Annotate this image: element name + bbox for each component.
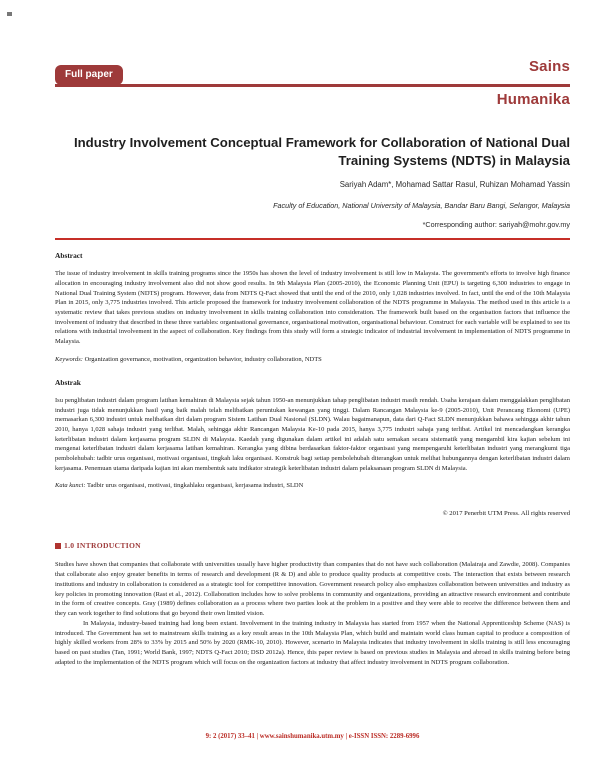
keywords-text: Organization governance, motivation, organization behavior, industry collaboration, NDTS bbox=[82, 355, 322, 363]
journal-name-line1: Sains bbox=[528, 58, 570, 75]
section-heading-introduction bbox=[55, 541, 570, 550]
journal-name-line2: Humanika bbox=[496, 91, 570, 108]
kata-kunci-label: Kata kunci: bbox=[55, 482, 86, 490]
abstrak-heading: Abstrak bbox=[55, 377, 81, 387]
header-divider-rule bbox=[55, 238, 570, 240]
page-content bbox=[55, 0, 570, 668]
scan-artifact bbox=[7, 12, 12, 16]
abstract-text: The issue of industry involvement in skills training programs since the 1950s has shown the level of industry involvement is still low in Malaysia. The government's efforts to involve high finance allocation in encouraging industry involvement also did not show good results. In 9th Malaysia Plan (2005-2010), the Economic Planning Unit (EPU) is targeting 6,300 industries to engage in National Dual Training System (NDTS) program. However, data from NDTS Q-Fact showed that until the end of the 2010, only 1,028 industries involved. In fact, until the end of the 10th Malaysia Plan in 2015, only 3,775 industries involved. This article proposed the framework for industry involvement collaboration of the NDTS programme in Malaysia. The method used in this article is a systematic review that takes previous studies on industry involvement in skills training collaboration into consideration. The framework built based on the organisation factors that influence the involvement of industry that described in these three variables: organisational governance, organisational motivation, organisational behaviour. Construct for each variable will be explained to see its relations with industrial involvement in the aspect of collaboration. Key findings from this study will form a strategic indicator of industrial involvement in implementation of NDTS programme in Malaysia. bbox=[55, 270, 570, 346]
section-square-icon bbox=[55, 543, 61, 549]
page-footer-citation: 9: 2 (2017) 33–41 | www.sainshumanika.utm.my | e-ISSN ISSN: 2289-6996 bbox=[205, 733, 420, 740]
author-list: Sariyah Adam*, Mohamad Sattar Rasul, Ruhizan Mohamad Yassin bbox=[339, 180, 570, 190]
abstract-heading: Abstract bbox=[55, 251, 83, 261]
kata-kunci-line bbox=[55, 482, 570, 489]
keywords-line bbox=[55, 356, 570, 363]
paper-title: Industry Involvement Conceptual Framework for Collaboration of National Dual Training Systems (NDTS) in Malaysia bbox=[73, 135, 570, 168]
body-paragraph: Studies have shown that companies that collaborate with universities usually have higher productivity than companies that do not have such collaboration (Malairaja and Zawdie, 2008). Companies that collaborate also enjoy greater benefits in terms of research and development (R & D) and able to produce quality products at competitive costs. The interaction that exists between research institutions and industry in collaboration is considered as a strategic tool for competitive innovation. Government research policy also emphasizes collaboration between universities and industry as key policies in promoting innovation (Rast et al., 2012). Collaboration includes how to solve problems in community and organizations, providing an attractive research environment and contribute in the form of creative concepts. Gray (1989) defines collaboration as a process where two parties look at the problem in a positive and they were able to receive the difference between them and they can work together to find solutions that go beyond their own limited vision. bbox=[55, 561, 570, 618]
copyright-notice: © 2017 Penerbit UTM Press. All rights reserved bbox=[442, 510, 570, 518]
abstrak-text: Isu penglibatan industri dalam program latihan kemahiran di Malaysia sejak tahun 1950-an menunjukkan tahap penglibatan industri masih rendah. Usaha kerajaan dalam menggalakkan penglibatan industri juga tidak menunjukkan hasil yang baik malah telah melibatkan peruntukan kewangan yang tinggi. Dalam Rancangan Malaysia ke-9 (2005-2010), Unit Perancang Ekonomi (UPE) memasarkan 6,300 industri untuk melibatkan diri dalam program Sistem Latihan Dual Nasional (SLDN). Walau bagaimanapun, data dari Q-Fact SLDN menunjukkan bahawa sehingga akhir tahun 2010, hanya 1,028 sahaja industri yang terlibat. Malah, sehingga akhir Rancangan Malaysia Ke-10 pada 2015, hanya 3,775 industri sahaja yang terlibat. Artikel ini mencadangkan kerangka keterlibatan industri dalam kerjasama program SLDN di Malaysia. Kaedah yang digunakan dalam artikel ini adalah satu semakan secara sistematik yang mengambil kira kajian sebelum ini mengenai keterlibatan industri dalam kerjasama latihan kemahiran. Kerangka yang dibina berdasarkan faktor-faktor organisasi yang mempengaruhi keterlibatan industri yang merangkumi tiga pembolehubah: tadbir urus organisasi, motivasi organisasi, tingkah laku organisasi. Konstruk bagi setiap pembolehubah diterangkan untuk melihat hubungannya dengan keterlibatan industri dalam kerjasama. Penemuan utama daripada kajian ini akan membentuk satu indikator strategik keterlibatan industri dalam pelaksanaan program SLDN di Malaysia. bbox=[55, 396, 570, 472]
affiliation: Faculty of Education, National University of Malaysia, Bandar Baru Bangi, Selangor, Malaysia bbox=[273, 201, 570, 211]
keywords-label: Keywords: bbox=[55, 355, 83, 363]
masthead-rule bbox=[55, 84, 570, 87]
journal-masthead bbox=[55, 57, 570, 112]
section-heading-label: 1.0 INTRODUCTION bbox=[64, 541, 141, 551]
article-type-badge: Full paper bbox=[55, 65, 123, 85]
kata-kunci-text: Tadbir urus organisasi, motivasi, tingkahlaku organisasi, kerjasama industri, SLDN bbox=[85, 482, 304, 490]
corresponding-author: *Corresponding author: sariyah@mohr.gov.my bbox=[422, 220, 570, 230]
body-paragraph: In Malaysia, industry-based training had long been extant. Involvement in the training industry in Malaysia has started from 1957 when the National Apprenticeship Scheme (NAS) is introduced. The Government has set to mainstream skills training as a key result areas in the 10th Malaysia Plan, which build and maintain world class human capital to produce a composition of highly skilled workers from 28% to 33% by 2015 and 50% by 2020 (RMK-10, 2010). However, scenario in Malaysia indicates that industry involvement in skills training is still less encouraging based on past studies (Tan, 1991; World Bank, 1997; NDTS Q-Fact 2010; DSD 2012a). Hence, this paper review is based on previous studies in Malaysia and abroad in skills training before being adapted to the implementation of the NDTS program which will focus on the organization factors at industry that affect industry involvement in NDTS program collaboration. bbox=[55, 619, 570, 666]
